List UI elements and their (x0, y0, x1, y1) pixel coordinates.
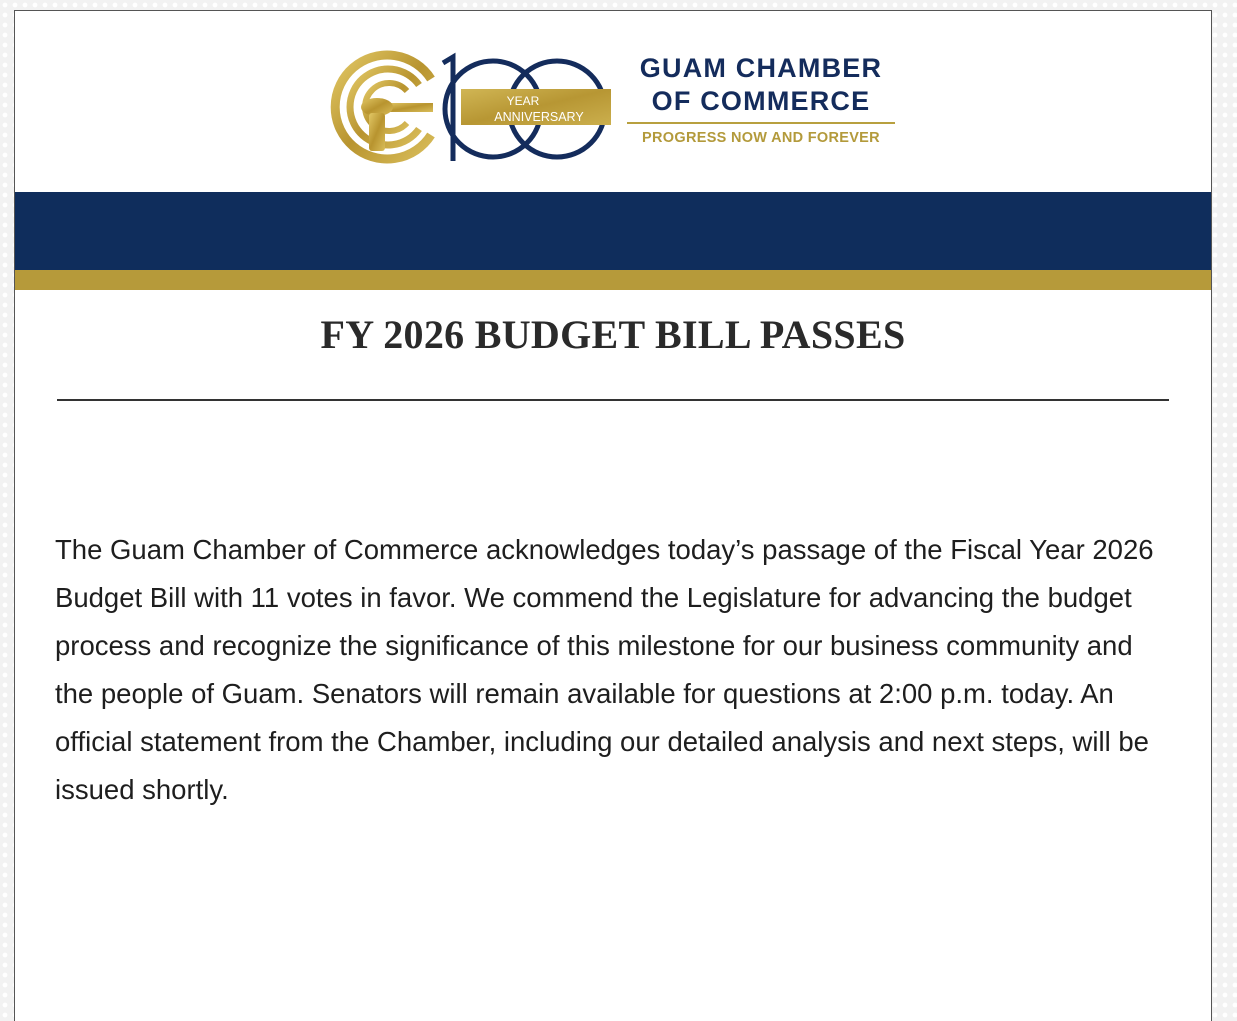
org-name-line1: GUAM CHAMBER (639, 53, 883, 83)
email-card (14, 10, 1212, 1021)
org-name-rule (627, 122, 895, 124)
article-body: The Guam Chamber of Commerce acknowledges today’s passage of the Fiscal Year 2026 Budget Bill with 11 votes in favor. We commend the Legislature for advancing the budget process and recognize the significance of this milestone for our business community and the people of Guam. Senators will remain available for questions at 2:00 p.m. today. An official statement from the Chamber, including our detailed analysis and next steps, will be issued shortly. (55, 534, 1154, 805)
chamber-100-year-logo (327, 41, 617, 169)
badge-line1: YEAR (506, 94, 540, 108)
org-name (625, 52, 897, 118)
article-headline: FY 2026 BUDGET BILL PASSES (320, 312, 906, 357)
gold-banner (15, 270, 1211, 290)
headline-divider (57, 399, 1169, 401)
navy-banner (15, 192, 1211, 270)
badge-line2: ANNIVERSARY (494, 110, 584, 124)
anniversary-banner (461, 89, 611, 125)
org-name-line2: OF COMMERCE (651, 86, 871, 116)
email-header (15, 11, 1211, 192)
tagline: PROGRESS NOW AND FOREVER (642, 130, 880, 146)
